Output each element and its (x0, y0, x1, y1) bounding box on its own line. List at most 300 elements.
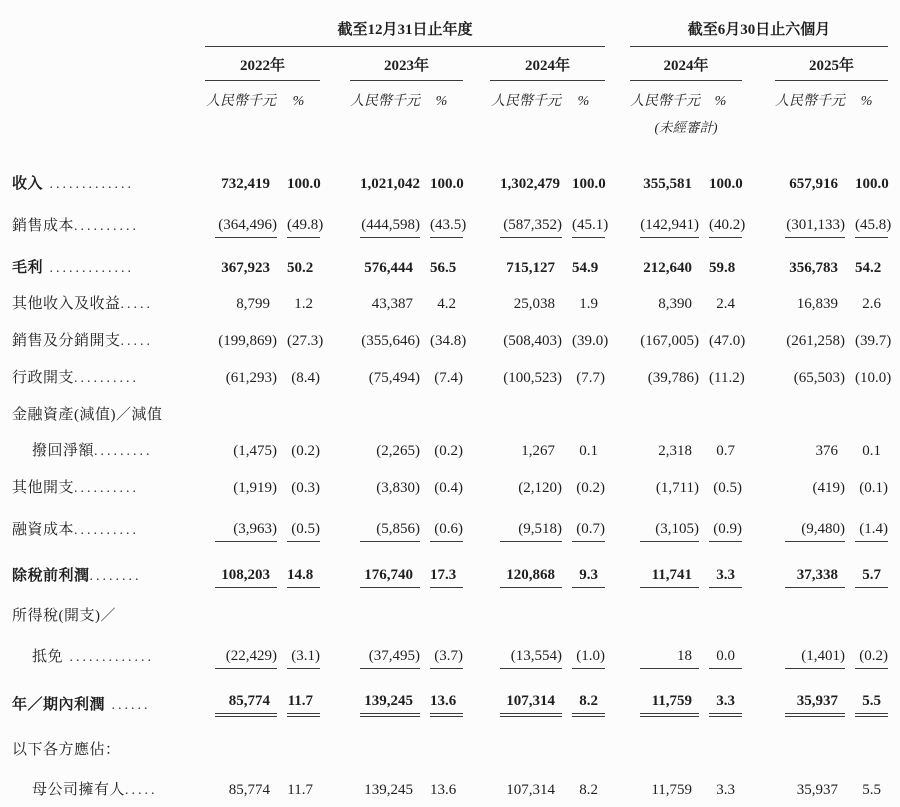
percent-value: (47.0) (709, 333, 746, 349)
percent-cell (699, 628, 742, 669)
amount-cell (205, 353, 277, 390)
column-gap (742, 669, 775, 717)
table-row (12, 316, 888, 353)
amount-value: 176,740 (360, 567, 420, 588)
amount-cell (775, 628, 845, 669)
percent-value: 59.8 (709, 260, 736, 276)
amount-cell (350, 316, 420, 353)
column-gap (605, 46, 630, 80)
column-gap (320, 463, 350, 500)
year-header-2024-interim: 2024年 (630, 46, 742, 80)
amount-cell (630, 463, 699, 500)
percent-cell (845, 390, 888, 427)
amount-value: (22,429) (215, 648, 277, 669)
column-gap (463, 238, 490, 280)
note-cell (205, 112, 320, 136)
row-label-text: 融資成本 (12, 522, 75, 538)
row-label (12, 427, 205, 463)
row-label-text: 金融資產(減值)／減值 (12, 407, 163, 423)
percent-cell (420, 427, 463, 463)
percent-cell (845, 427, 888, 463)
percent-cell (420, 762, 463, 802)
amount-cell (490, 588, 562, 628)
column-gap (320, 238, 350, 280)
amount-value: (61,293) (225, 370, 277, 386)
leader-dots: ............. (43, 177, 135, 192)
column-gap (463, 280, 490, 316)
column-gap (320, 316, 350, 353)
row-label (12, 628, 205, 669)
amount-value: (9,480) (785, 521, 845, 542)
amount-cell (490, 500, 562, 542)
column-gap (742, 463, 775, 500)
column-gap (320, 542, 350, 588)
amount-value: 120,868 (500, 567, 562, 588)
column-gap (605, 316, 630, 353)
leader-dots: ........ (89, 569, 142, 584)
amount-cell (630, 427, 699, 463)
column-gap (605, 427, 630, 463)
column-gap (320, 500, 350, 542)
column-gap (605, 112, 630, 136)
amount-value: 367,923 (221, 260, 270, 276)
column-gap (605, 628, 630, 669)
amount-cell (205, 390, 277, 427)
column-gap (605, 669, 630, 717)
column-gap (463, 717, 490, 762)
amount-value: (444,598) (360, 217, 420, 238)
year-header-2025-interim: 2025年 (775, 46, 888, 80)
percent-cell (277, 353, 320, 390)
column-gap (605, 353, 630, 390)
amount-cell (775, 353, 845, 390)
amount-value: 107,314 (506, 782, 555, 798)
percent-cell (277, 238, 320, 280)
amount-cell (350, 500, 420, 542)
amount-cell (775, 427, 845, 463)
percent-cell (699, 669, 742, 717)
amount-cell (775, 588, 845, 628)
column-gap (320, 353, 350, 390)
column-gap (605, 8, 630, 46)
percent-value: 13.6 (430, 693, 463, 717)
leader-dots: .......... (74, 219, 140, 234)
amount-value: 11,759 (640, 693, 699, 717)
percent-cell (420, 669, 463, 717)
percent-cell (562, 196, 609, 238)
percent-cell (699, 390, 742, 427)
percent-cell (845, 762, 888, 802)
column-gap (463, 136, 490, 196)
leader-dots: ..... (125, 783, 158, 798)
amount-cell (775, 316, 845, 353)
amount-value: (2,265) (376, 443, 420, 459)
amount-value: 25,038 (513, 296, 555, 312)
column-gap (463, 500, 490, 542)
amount-value: 11,759 (651, 782, 693, 798)
amount-cell (630, 542, 699, 588)
percent-cell (277, 669, 320, 717)
column-gap (463, 542, 490, 588)
income-statement-table (12, 8, 892, 802)
amount-cell (630, 353, 699, 390)
amount-cell (205, 762, 277, 802)
amount-value: (508,403) (503, 333, 562, 349)
row-label-text: 除稅前利潤 (12, 568, 90, 584)
row-label-text: 所得稅(開支)／ (12, 608, 116, 624)
amount-cell (205, 588, 277, 628)
percent-value: (7.7) (576, 370, 606, 386)
column-gap (463, 196, 490, 238)
percent-cell (562, 427, 605, 463)
year-header-2023: 2023年 (350, 46, 463, 80)
percent-value: (45.8) (855, 217, 888, 238)
percent-cell (562, 500, 605, 542)
column-gap (605, 463, 630, 500)
percent-value: (0.2) (855, 648, 888, 669)
amount-cell (350, 588, 420, 628)
amount-cell (630, 500, 699, 542)
column-gap (605, 762, 630, 802)
amount-cell (350, 762, 420, 802)
percent-cell (420, 463, 463, 500)
row-label-text: 其他收入及收益 (12, 296, 121, 312)
amount-value: 16,839 (796, 296, 839, 312)
amount-cell (630, 588, 699, 628)
amount-value: 2,318 (658, 443, 693, 459)
percent-value: 3.3 (709, 693, 742, 717)
unit-header: 人民幣千元 (350, 94, 420, 109)
amount-cell (630, 762, 699, 802)
amount-value: (301,133) (785, 217, 845, 238)
row-label (12, 669, 205, 717)
amount-cell (775, 717, 845, 762)
amount-value: 657,916 (789, 176, 839, 192)
header-spacer (12, 80, 205, 112)
amount-cell (490, 669, 562, 717)
unaudited-note: (未經審計) (654, 120, 718, 135)
percent-cell (420, 316, 467, 353)
note-cell (775, 112, 888, 136)
column-gap (742, 196, 775, 238)
amount-cell (490, 628, 562, 669)
column-gap (463, 628, 490, 669)
percent-value: (0.9) (709, 521, 742, 542)
amount-cell (350, 717, 420, 762)
year-header-2022: 2022年 (205, 46, 320, 80)
leader-dots: ..... (120, 297, 154, 312)
percent-cell (562, 238, 605, 280)
financial-table-page (0, 8, 900, 807)
column-gap (742, 762, 775, 802)
amount-cell (205, 628, 277, 669)
leader-dots: ......... (94, 444, 153, 459)
percent-value: (3.7) (430, 648, 463, 669)
row-label (12, 463, 205, 500)
column-gap (742, 628, 775, 669)
percent-cell (845, 717, 888, 762)
column-gap (320, 669, 350, 717)
amount-value: (9,518) (500, 521, 562, 542)
amount-value: (355,646) (361, 333, 420, 349)
note-cell (350, 112, 463, 136)
row-label-text: 以下各方應佔： (12, 742, 121, 758)
percent-cell (277, 762, 320, 802)
table-row (12, 136, 888, 196)
percent-value: (0.2) (291, 443, 320, 459)
table-row (12, 542, 888, 588)
amount-value: (1,711) (655, 480, 700, 496)
amount-value: 212,640 (643, 260, 693, 276)
percent-cell (845, 500, 888, 542)
percent-cell (845, 238, 888, 280)
percent-cell (699, 353, 745, 390)
percent-value: 8.2 (579, 782, 599, 798)
percent-value: 0.7 (716, 443, 736, 459)
percent-cell (420, 136, 463, 196)
column-gap (320, 717, 350, 762)
percent-value: 0.0 (709, 648, 742, 669)
amount-value: 85,774 (215, 693, 277, 717)
column-gap (605, 136, 630, 196)
amount-cell (630, 669, 699, 717)
amount-cell (350, 280, 420, 316)
percent-value: (34.8) (430, 333, 467, 349)
percent-cell (699, 427, 742, 463)
percent-value: (1.4) (855, 521, 888, 542)
table-row (12, 353, 888, 390)
amount-cell (205, 280, 277, 316)
table-body (12, 136, 892, 802)
column-gap (742, 390, 775, 427)
percent-cell (845, 588, 888, 628)
percent-cell (420, 353, 463, 390)
percent-value: 100.0 (287, 176, 321, 192)
percent-value: (1.0) (572, 648, 605, 669)
column-gap (742, 316, 775, 353)
table-row (12, 628, 888, 669)
percent-value: 100.0 (430, 176, 464, 192)
percent-cell (845, 136, 888, 196)
percent-cell (699, 136, 742, 196)
percent-cell (699, 762, 742, 802)
amount-cell (205, 238, 277, 280)
table-row (12, 588, 888, 628)
percent-cell (562, 762, 605, 802)
percent-value: (27.3) (287, 333, 324, 349)
percent-cell (845, 542, 888, 588)
table-row (12, 196, 888, 238)
table-row (12, 280, 888, 316)
column-gap (742, 353, 775, 390)
year-header-2024: 2024年 (490, 46, 605, 80)
amount-cell (775, 762, 845, 802)
percent-cell (699, 542, 742, 588)
amount-value: 11,741 (640, 567, 699, 588)
amount-value: (2,120) (518, 480, 562, 496)
amount-cell (630, 316, 699, 353)
amount-value: (142,941) (640, 217, 699, 238)
amount-cell (490, 762, 562, 802)
amount-cell (350, 463, 420, 500)
percent-value: 1.2 (294, 296, 313, 312)
amount-value: (75,494) (368, 370, 420, 386)
amount-cell (630, 136, 699, 196)
amount-cell (205, 669, 277, 717)
leader-dots: .......... (74, 481, 140, 496)
percent-cell (420, 628, 463, 669)
amount-value: 35,937 (785, 693, 845, 717)
percent-cell (420, 717, 463, 762)
amount-cell (350, 238, 420, 280)
amount-value: (1,475) (233, 443, 277, 459)
percent-cell (420, 542, 463, 588)
row-label-text: 母公司擁有人 (32, 782, 126, 798)
column-gap (605, 80, 630, 112)
amount-cell (205, 542, 277, 588)
percent-cell (277, 628, 320, 669)
amount-value: 1,021,042 (360, 176, 420, 192)
percent-cell (699, 463, 742, 500)
row-label (12, 762, 205, 802)
amount-value: 139,245 (364, 782, 413, 798)
row-label (12, 353, 205, 390)
column-gap (463, 762, 490, 802)
table-row (12, 669, 888, 717)
column-gap (320, 136, 350, 196)
percent-value: (39.7) (855, 333, 892, 349)
unit-header: 人民幣千元 (206, 94, 276, 109)
column-gap (605, 238, 630, 280)
percent-value: 1.9 (579, 296, 599, 312)
percent-cell (699, 588, 742, 628)
period-group-interim: 截至6月30日止六個月 (630, 8, 888, 46)
amount-cell (205, 500, 277, 542)
percent-value: 5.7 (855, 567, 888, 588)
percent-cell (562, 280, 605, 316)
amount-cell (350, 427, 420, 463)
column-gap (320, 588, 350, 628)
percent-cell (562, 136, 605, 196)
amount-cell (630, 628, 699, 669)
table-header (12, 8, 888, 136)
row-label-text: 收入 (12, 176, 44, 192)
percent-value: 11.7 (287, 782, 313, 798)
amount-value: 37,338 (785, 567, 845, 588)
percent-value: 8.2 (572, 693, 605, 717)
amount-value: 35,937 (796, 782, 839, 798)
amount-value: (13,554) (500, 648, 562, 669)
leader-dots: ..... (120, 334, 154, 349)
table-row (12, 717, 888, 762)
percent-cell (562, 316, 609, 353)
percent-value: 100.0 (572, 176, 606, 192)
amount-value: (3,830) (376, 480, 420, 496)
amount-cell (205, 463, 277, 500)
percent-cell (562, 588, 605, 628)
column-gap (742, 427, 775, 463)
percent-value: (0.7) (572, 521, 605, 542)
percent-value: (0.6) (430, 521, 463, 542)
percent-value: 0.1 (862, 443, 882, 459)
amount-cell (350, 196, 420, 238)
amount-value: 8,799 (236, 296, 270, 312)
amount-cell (350, 136, 420, 196)
percent-cell (699, 717, 742, 762)
row-label (12, 196, 205, 238)
row-label-text: 行政開支 (12, 370, 75, 386)
column-gap (742, 588, 775, 628)
percent-cell (699, 280, 742, 316)
table-row (12, 390, 888, 427)
header-spacer (12, 46, 205, 80)
column-gap (742, 80, 775, 112)
percent-value: (7.4) (434, 370, 463, 386)
amount-cell (490, 463, 562, 500)
column-gap (320, 280, 350, 316)
column-gap (742, 500, 775, 542)
amount-value: (587,352) (500, 217, 562, 238)
percent-value: 54.9 (572, 260, 599, 276)
percent-value: (0.1) (859, 480, 889, 496)
header-spacer (12, 8, 205, 46)
amount-value: (3,105) (640, 521, 699, 542)
amount-cell (775, 238, 845, 280)
amount-value: (1,401) (785, 648, 845, 669)
amount-value: (100,523) (503, 370, 562, 386)
column-gap (320, 46, 350, 80)
percent-value: (0.2) (434, 443, 463, 459)
amount-value: (199,869) (218, 333, 277, 349)
amount-cell (205, 717, 277, 762)
percent-value: 2.6 (862, 296, 882, 312)
column-gap (320, 80, 350, 112)
percent-cell (562, 628, 605, 669)
amount-value: 376 (815, 443, 839, 459)
amount-value: 356,783 (789, 260, 839, 276)
percent-value: 0.1 (579, 443, 599, 459)
percent-value: (43.5) (430, 217, 463, 238)
amount-cell (775, 500, 845, 542)
percent-cell (277, 542, 320, 588)
percent-value: (11.2) (709, 370, 745, 386)
column-gap (742, 136, 775, 196)
column-gap (605, 542, 630, 588)
percent-value: (49.8) (287, 217, 320, 238)
percent-value: 100.0 (855, 176, 889, 192)
column-gap (320, 427, 350, 463)
column-gap (605, 588, 630, 628)
row-label (12, 390, 205, 427)
column-gap (742, 542, 775, 588)
percent-header: % (292, 94, 305, 109)
percent-cell (277, 463, 320, 500)
percent-value: (0.4) (434, 480, 463, 496)
percent-value: (0.5) (713, 480, 743, 496)
percent-cell (845, 628, 888, 669)
amount-value: (5,856) (360, 521, 420, 542)
amount-cell (350, 353, 420, 390)
amount-value: (167,005) (640, 333, 700, 349)
percent-cell (277, 280, 320, 316)
amount-value: (3,963) (215, 521, 277, 542)
amount-cell (775, 390, 845, 427)
amount-value: 715,127 (506, 260, 555, 276)
column-gap (463, 316, 490, 353)
row-label (12, 717, 205, 762)
amount-cell (205, 136, 277, 196)
percent-value: 3.3 (716, 782, 736, 798)
